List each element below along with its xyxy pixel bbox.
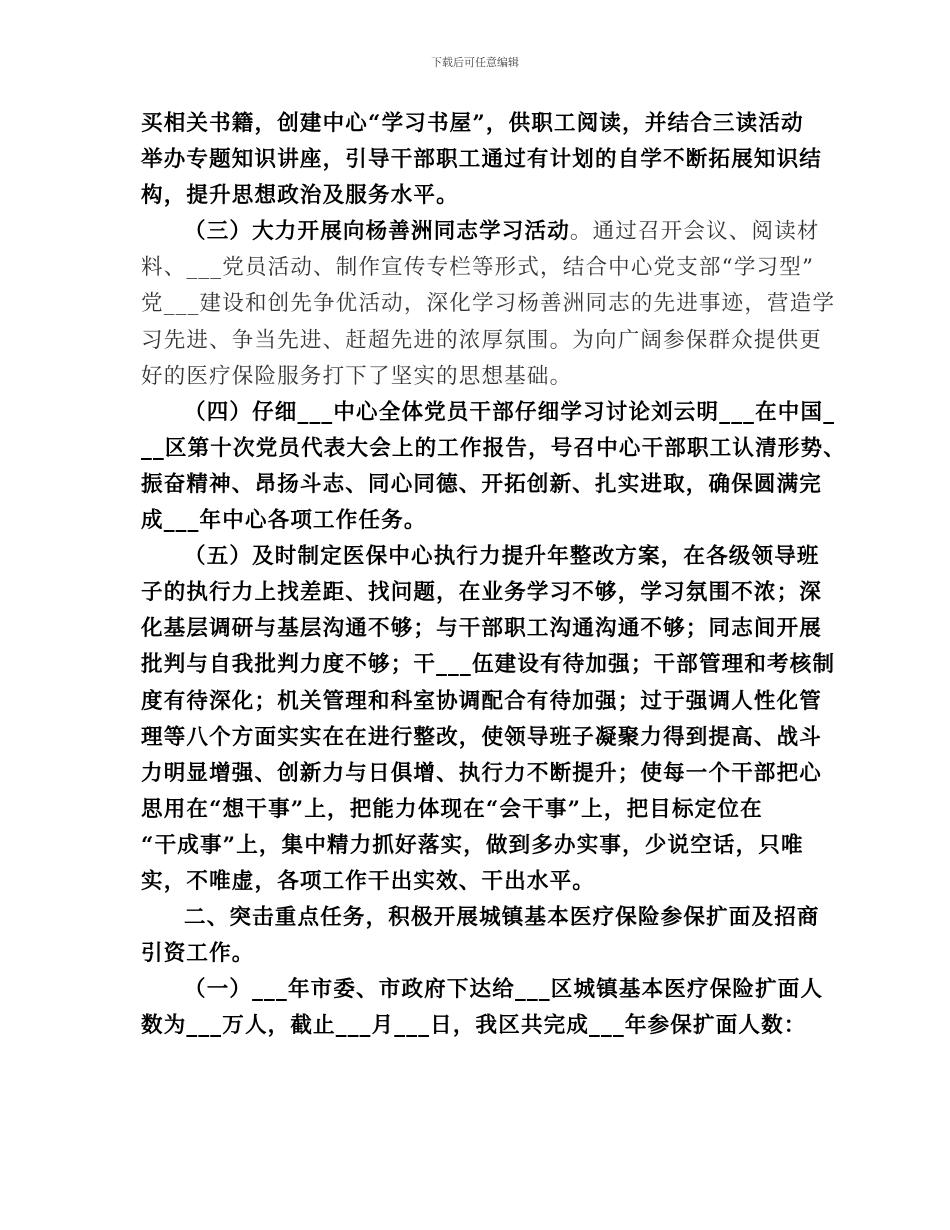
text-segment: 二、突击重点任务，积极开展城镇基本医疗保险参保扩面及招商 xyxy=(184,905,820,931)
text-segment: 理等八个方面实实在在进行整改，使领导班子凝聚力得到提高、战斗 xyxy=(141,724,823,750)
text-segment: 振奋精神、昂扬斗志、同心同德、开拓创新、扎实进取，确保圆满完 xyxy=(141,471,823,497)
text-line xyxy=(141,431,846,467)
text-line xyxy=(141,611,823,647)
text-segment: 习先进、争当先进、赶超先进的浓厚氛围。为向广阔参保群众提供更 xyxy=(141,327,823,353)
text-segment: 度有待深化；机关管理和科室协调配合有待加强；过于强调人性化管 xyxy=(141,688,823,714)
text-line xyxy=(141,720,823,756)
text-line xyxy=(141,539,820,575)
text-line xyxy=(141,972,824,1008)
text-line xyxy=(141,503,813,539)
text-segment: 批判与自我批判力度不够；干___伍建设有待加强；干部管理和考核制 xyxy=(141,652,836,678)
text-segment: 成___年中心各项工作任务。 xyxy=(141,508,427,534)
text-line xyxy=(141,250,813,286)
text-line xyxy=(141,575,823,611)
text-line xyxy=(141,286,836,322)
text-line xyxy=(141,1008,813,1044)
text-line xyxy=(141,142,823,178)
text-segment: 思用在“想干事”上，把能力体现在“会干事”上，把目标定位在 xyxy=(141,796,763,822)
text-line xyxy=(141,756,823,792)
text-segment: __区第十次党员代表大会上的工作报告，号召中心干部职工认清形势、 xyxy=(141,435,846,461)
text-line xyxy=(141,864,813,900)
text-line xyxy=(141,106,813,142)
text-segment: （五）及时制定医保中心执行力提升年整改方案，在各级领导班 xyxy=(184,544,820,570)
text-segment: 料、___党员活动、制作宣传专栏等形式，结合中心党支部“学习型” xyxy=(141,255,815,281)
page-header: 下载后可任意编辑 xyxy=(431,56,519,69)
text-segment: 买相关书籍，创建中心“学习书屋”，供职工阅读，并结合三读活动 xyxy=(141,111,804,136)
text-segment: 化基层调研与基层沟通不够；与干部职工沟通沟通不够；同志间开展 xyxy=(141,616,823,642)
text-segment: （四）仔细___中心全体党员干部仔细学习讨论刘云明___在中国_ xyxy=(184,399,836,425)
text-segment: 好的医疗保险服务打下了坚实的思想基础。 xyxy=(141,363,573,389)
text-segment: （三）大力开展向杨善洲同志学习活动 xyxy=(184,219,570,245)
text-segment: 力明显增强、创新力与日俱增、执行力不断提升；使每一个干部把心 xyxy=(141,760,823,786)
text-segment: 引资工作。 xyxy=(141,941,255,967)
text-segment: （一）___年市委、市政府下达给___区城镇基本医疗保险扩面人 xyxy=(184,977,824,1003)
text-line xyxy=(141,647,836,683)
text-line xyxy=(141,467,823,503)
text-line xyxy=(141,792,813,828)
text-line xyxy=(141,178,813,214)
text-line xyxy=(141,214,820,250)
text-line xyxy=(141,828,813,864)
text-segment: “干成事”上，集中精力抓好落实，做到多办实事，少说空话，只唯 xyxy=(141,832,804,858)
text-segment: 举办专题知识讲座，引导干部职工通过有计划的自学不断拓展知识结 xyxy=(141,147,823,173)
text-segment: 构，提升思想政治及服务水平。 xyxy=(141,183,459,209)
text-segment: 子的执行力上找差距、找问题，在业务学习不够，学习氛围不浓；深 xyxy=(141,580,823,606)
text-line xyxy=(141,900,820,936)
text-segment: 数为___万人，截止___月___日，我区共完成___年参保扩面人数： xyxy=(141,1013,807,1039)
text-line xyxy=(141,359,813,395)
text-segment: 。通过召开会议、阅读材 xyxy=(569,219,820,245)
text-line xyxy=(141,684,823,720)
text-segment: 实，不唯虚，各项工作干出实效、干出水平。 xyxy=(141,868,596,894)
text-segment: 党___建设和创先争优活动，深化学习杨善洲同志的先进事迹，营造学 xyxy=(141,291,836,317)
document-body xyxy=(141,106,846,1044)
text-line xyxy=(141,323,823,359)
text-line xyxy=(141,936,813,972)
text-line xyxy=(141,395,836,431)
